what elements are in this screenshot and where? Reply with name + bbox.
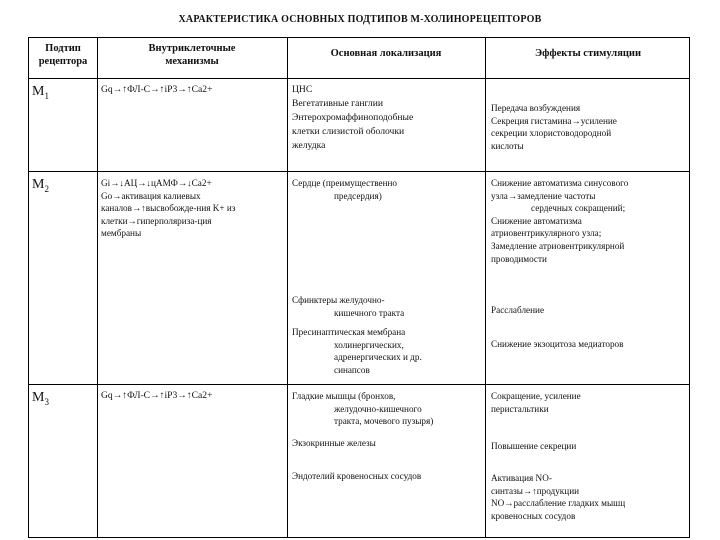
row-divider [29, 171, 689, 172]
column-divider [485, 38, 486, 537]
m3-mechanism: Gq→↑ФЛ-С→↑iP3→↑Ca2+ [101, 390, 213, 401]
m2-effects-heart: Снижение автоматизма синусового узла→замедление частоты сердечных сокращений; Снижение автоматизма атриовентрикулярного узла; Замедление атриовентрикулярной проводимости [491, 178, 629, 264]
header-subtype: Подтип рецептора [38, 43, 88, 67]
m2-effects-sphincters: Расслабление [491, 305, 545, 315]
header-mechanisms: Внутриклеточные механизмы [148, 43, 236, 67]
m3-localization-exocrine: Экзокринные железы [292, 438, 376, 448]
m1-effects: Передача возбуждения Секреция гистамина→усиление секреции хлористоводородной кислоты [491, 103, 617, 151]
m1-mechanism: Gq→↑ФЛ-С→↑iP3→↑Ca2+ [101, 84, 213, 95]
page-title: ХАРАКТЕРИСТИКА ОСНОВНЫХ ПОДТИПОВ М-ХОЛИНОРЕЦЕПТОРОВ [178, 14, 542, 25]
header-divider [29, 78, 689, 79]
m3-localization-endothelium: Эндотелий кровеносных сосудов [292, 471, 422, 481]
receptor-table [28, 37, 690, 538]
m3-effects-endothelium: Активация NO- синтазы→↑продукции NO→расслабление гладких мышц кровеносных сосудов [491, 473, 626, 521]
header-effects: Эффекты стимуляции [534, 48, 642, 59]
m2-mechanism: Gi→↓АЦ→↓цАМФ→↓Ca2+ Go→активация калиевых каналов→↑высвобожде-ния K+ из клетки→гиперполяриза-ция мембраны [101, 178, 236, 238]
m2-localization-sphincters: Сфинктеры желудочно- кишечного тракта [292, 295, 405, 318]
m3-effects-exocrine: Повышение секреции [491, 441, 577, 451]
row-label-m2: $M_2$ [32, 177, 49, 194]
row-label-m3: $M_3$ [32, 390, 49, 407]
m1-localization: ЦНС Вегетативные ганглии Энтерохромаффиноподобные клетки слизистой оболочки желудка [292, 84, 414, 151]
m3-effects-smooth-muscle: Сокращение, усиление перистальтики [491, 391, 581, 414]
row-label-m1: $M_1$ [32, 84, 49, 101]
header-localization: Основная локализация [330, 48, 442, 59]
row-divider [29, 384, 689, 385]
m2-localization-presynaptic: Пресинаптическая мембрана холинергических, адренергических и др. синапсов [292, 327, 422, 375]
column-divider [287, 38, 288, 537]
m3-localization-smooth-muscle: Гладкие мышцы (бронхов, желудочно-кишечного тракта, мочевого пузыря) [292, 391, 434, 426]
column-divider [97, 38, 98, 537]
m2-localization-heart: Сердце (преимущественно предсердия) [292, 178, 397, 201]
m2-effects-presynaptic: Снижение экзоцитоза медиаторов [491, 339, 624, 349]
